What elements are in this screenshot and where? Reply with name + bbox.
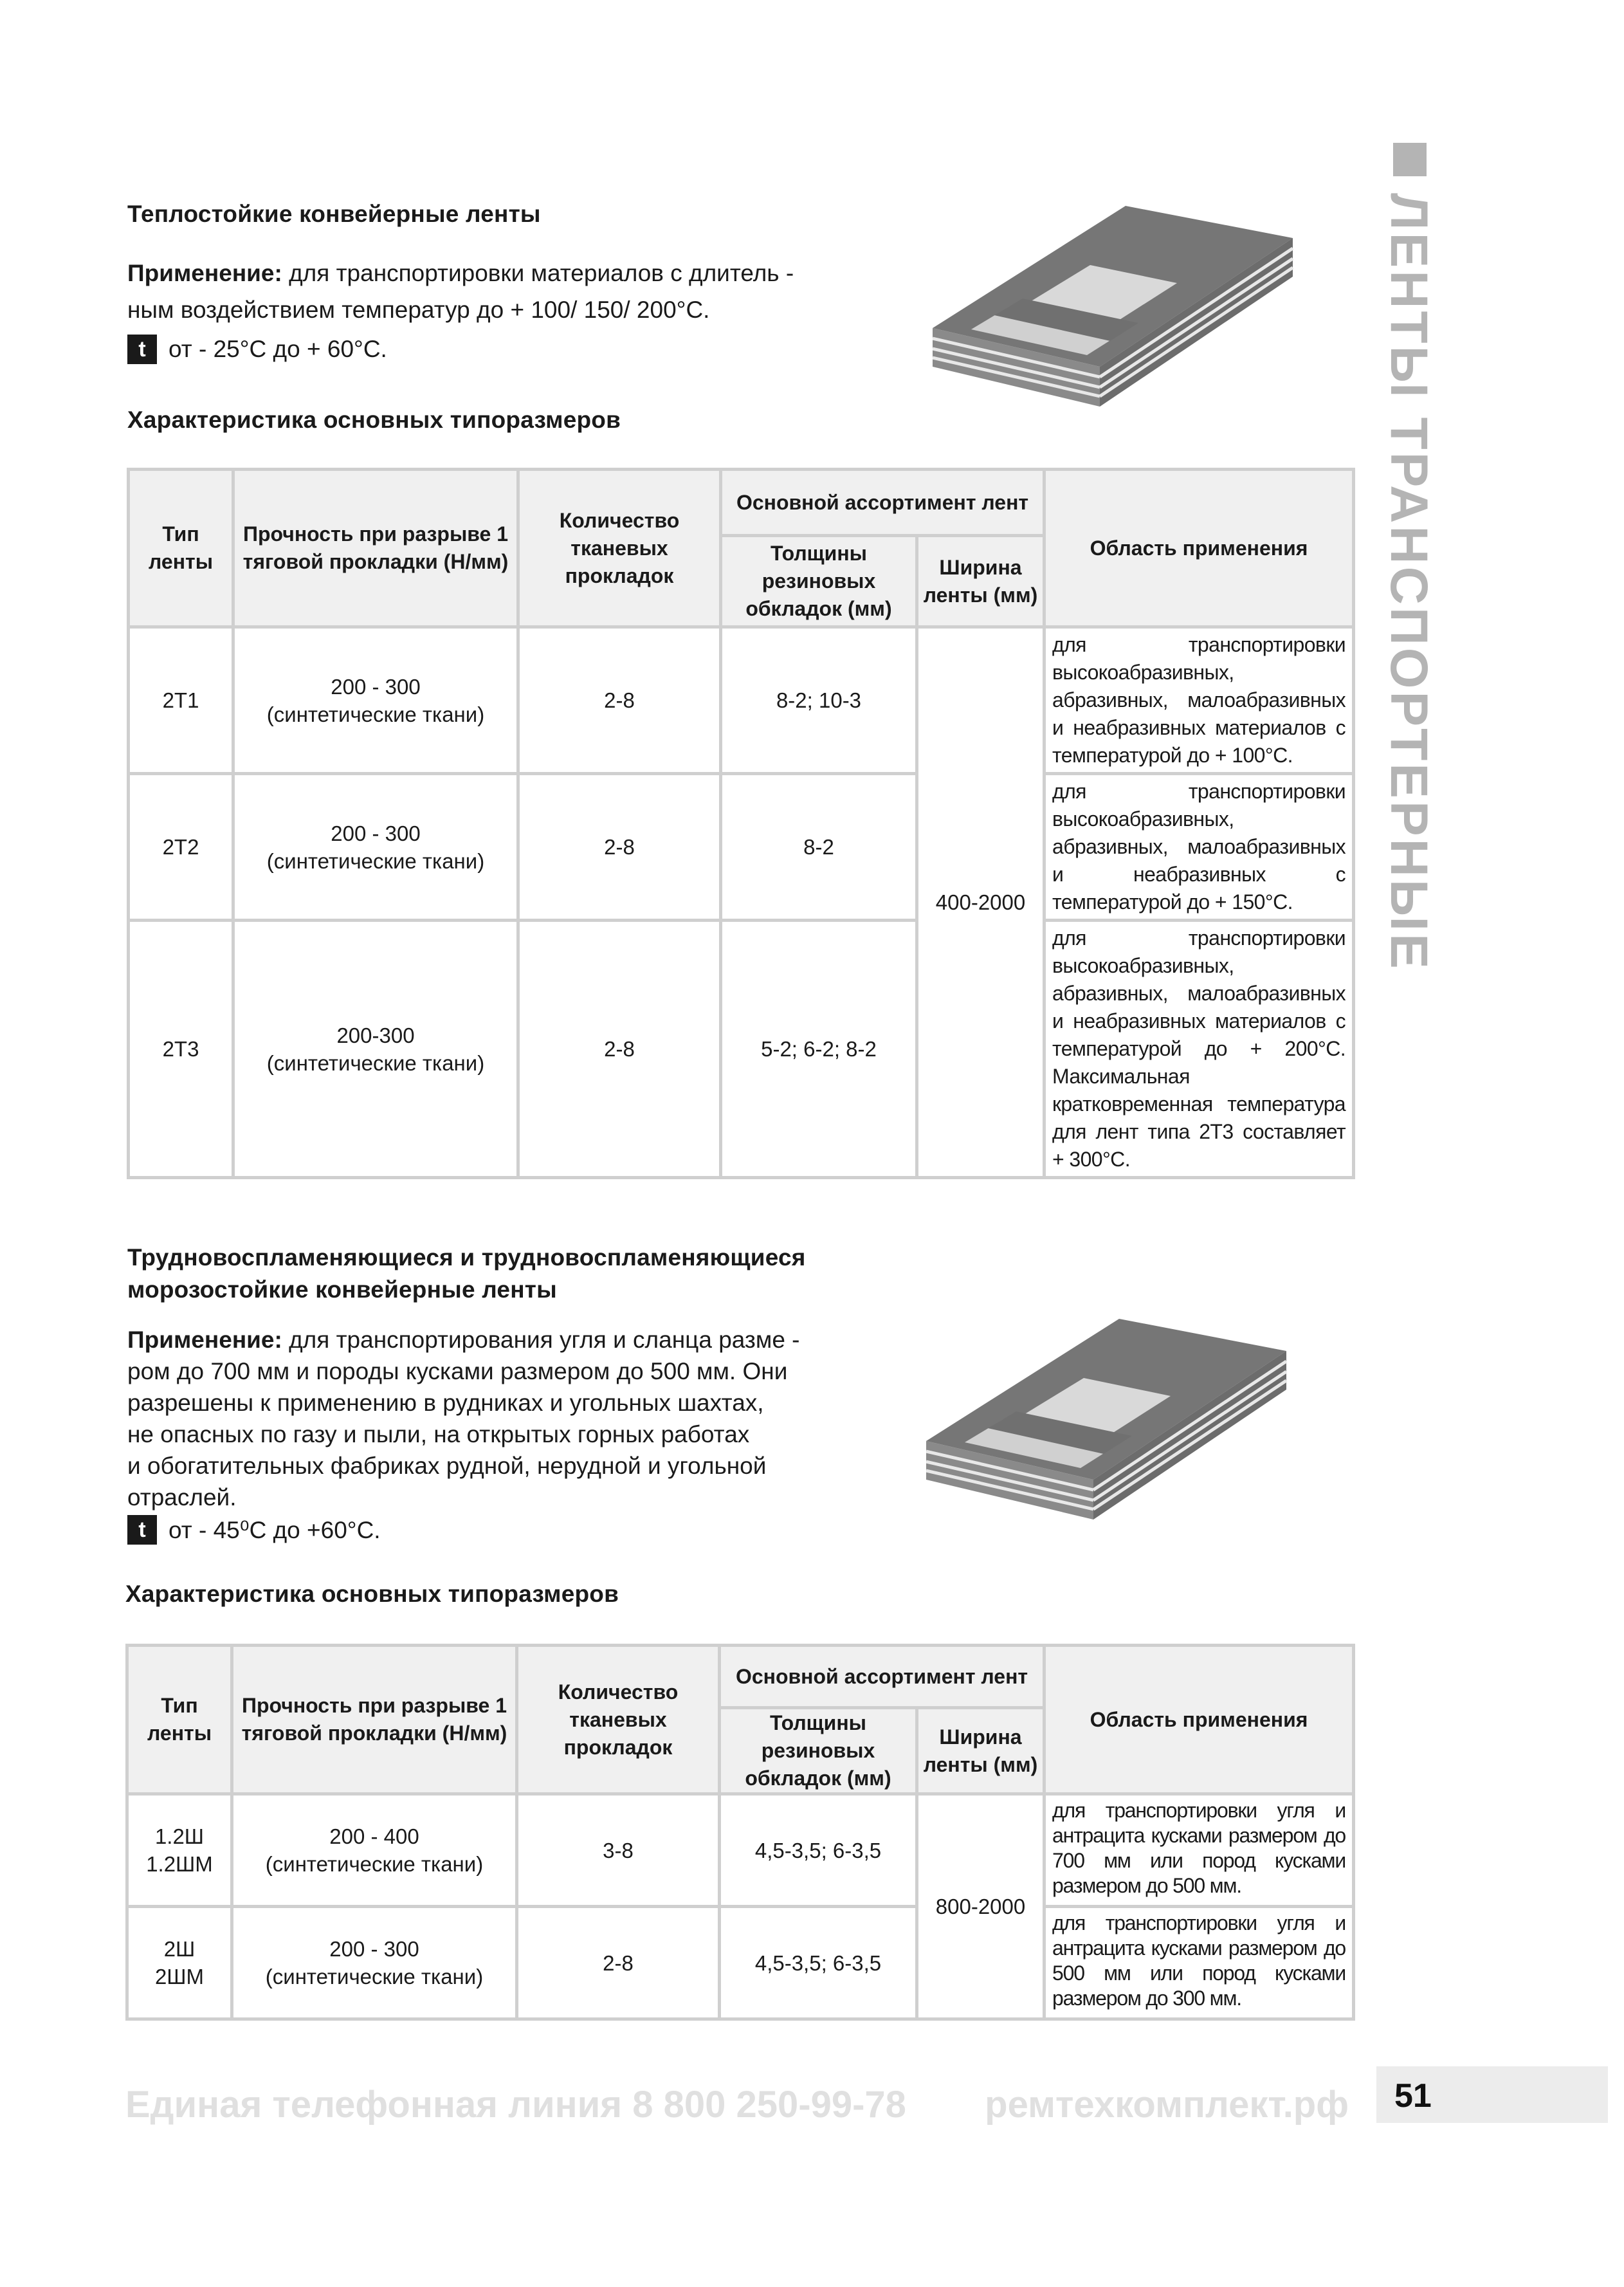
section2-temperature <box>127 1515 381 1545</box>
belt-type: 2Ш 2ШМ <box>127 1907 232 2019</box>
side-section-title: ЛЕНТЫ ТРАНСПОРТЕРНЫЕ <box>1380 193 1438 971</box>
footer-contacts <box>125 2083 1349 2126</box>
belt-width: 400-2000 <box>917 627 1045 1178</box>
belt-thickness: 4,5-3,5; 6-3,5 <box>720 1907 917 2019</box>
col-header-width: Ширина ленты (мм) <box>917 1708 1045 1794</box>
belt-strength: 200 - 300 (синтетические ткани) <box>232 1907 517 2019</box>
belt-thickness: 8-2 <box>721 774 917 921</box>
belt-thickness: 4,5-3,5; 6-3,5 <box>720 1794 917 1907</box>
application-text-line2: ным воздействием температур до + 100/ 150/ 200°С. <box>127 297 710 323</box>
belt-thickness: 8-2; 10-3 <box>721 627 917 774</box>
section1-temperature <box>127 335 387 364</box>
table-row <box>129 921 1354 1178</box>
belt-type: 2Т1 <box>129 627 233 774</box>
table-row <box>129 627 1354 774</box>
section2-table-caption: Характеристика основных типоразмеров <box>125 1581 619 1607</box>
col-header-strength: Прочность при разрыве 1 тяговой прокладки (Н/мм) <box>233 470 518 627</box>
belt-application-area: для транспортировки высокоабразивных, абразивных, малоабразивных и неабразивных материалов с температурой до + 100°С. <box>1045 627 1354 774</box>
section1-table-caption: Характеристика основных типоразмеров <box>127 407 621 433</box>
col-header-type: Тип ленты <box>127 1646 232 1794</box>
col-header-strength: Прочность при разрыве 1 тяговой прокладки (Н/мм) <box>232 1646 517 1794</box>
belt-strength: 200 - 400 (синтетические ткани) <box>232 1794 517 1907</box>
belt-application-area: для транспортировки высокоабразивных, абразивных, малоабразивных и неабразивных материалов с температурой до + 200°С. Максимальная кратковременная температура для лент типа 2Т3 составляет + 300°С. <box>1045 921 1354 1178</box>
table-row <box>129 774 1354 921</box>
section2-application: Применение: для транспортирования угля и сланца разме - ром до 700 мм и породы кусками размером до 500 мм. Они разрешены к применению в рудниках и угольных шахтах, не опасных по газу и пыли, на открытых горных работах и обогатительных фабриках рудной, нерудной и угольной отраслей. <box>127 1327 800 1511</box>
belt-type: 2Т3 <box>129 921 233 1178</box>
col-header-plies: Количество тканевых прокладок <box>517 1646 720 1794</box>
table-row <box>127 1794 1354 1907</box>
col-header-thickness: Толщины резиновых обкладок (мм) <box>720 1708 917 1794</box>
belt-application-area: для транспортировки угля и антрацита кусками размером до 700 мм или пород кусками размером до 500 мм. <box>1045 1794 1354 1907</box>
belt-plies: 2-8 <box>518 774 721 921</box>
section1-application <box>127 257 861 326</box>
col-header-area: Область применения <box>1045 470 1354 627</box>
temperature-range: от - 25°С до + 60°С. <box>169 336 387 362</box>
application-label: Применение: <box>127 260 282 286</box>
belt-application-area: для транспортировки высокоабразивных, абразивных, малоабразивных и неабразивных с температурой до + 150°С. <box>1045 774 1354 921</box>
belt-strength: 200 - 300 (синтетические ткани) <box>233 774 518 921</box>
conveyor-belt-illustration <box>926 1293 1299 1525</box>
temperature-icon: t <box>127 335 157 364</box>
footer-phone: Единая телефонная линия 8 800 250-99-78 <box>125 2084 906 2126</box>
belt-width: 800-2000 <box>917 1794 1045 2019</box>
application-text-line1: для транспортировки материалов с длитель - <box>282 260 794 286</box>
heat-resistant-belts-table <box>127 468 1355 1179</box>
temperature-range: от - 45⁰С до +60°С. <box>169 1516 381 1543</box>
footer-website-link[interactable]: ремтехкомплект.рф <box>985 2084 1349 2126</box>
belt-plies: 2-8 <box>517 1907 720 2019</box>
col-header-plies: Количество тканевых прокладок <box>518 470 721 627</box>
col-header-assortment: Основной ассортимент лент <box>720 1646 1045 1708</box>
belt-type: 2Т2 <box>129 774 233 921</box>
table-row <box>127 1907 1354 2019</box>
belt-plies: 2-8 <box>518 627 721 774</box>
col-header-assortment: Основной ассортимент лент <box>721 470 1045 536</box>
temperature-icon: t <box>127 1515 157 1545</box>
belt-plies: 3-8 <box>517 1794 720 1907</box>
side-title-marker <box>1393 143 1427 176</box>
belt-strength: 200-300 (синтетические ткани) <box>233 921 518 1178</box>
belt-type: 1.2Ш 1.2ШМ <box>127 1794 232 1907</box>
page-number: 51 <box>1394 2077 1432 2115</box>
flame-retardant-belts-table <box>125 1644 1355 2021</box>
conveyor-belt-illustration <box>933 180 1306 412</box>
col-header-width: Ширина ленты (мм) <box>917 536 1045 627</box>
section2-title: Трудновоспламеняющиеся и трудновоспламеняющиеся морозостойкие конвейерные ленты <box>127 1244 806 1303</box>
col-header-area: Область применения <box>1045 1646 1354 1794</box>
belt-strength: 200 - 300 (синтетические ткани) <box>233 627 518 774</box>
belt-plies: 2-8 <box>518 921 721 1178</box>
section1-title: Теплостойкие конвейерные ленты <box>127 201 541 227</box>
col-header-type: Тип ленты <box>129 470 233 627</box>
application-label: Применение: <box>127 1327 282 1353</box>
col-header-thickness: Толщины резиновых обкладок (мм) <box>721 536 917 627</box>
belt-application-area: для транспортировки угля и антрацита кусками размером до 500 мм или пород кусками размером до 300 мм. <box>1045 1907 1354 2019</box>
belt-thickness: 5-2; 6-2; 8-2 <box>721 921 917 1178</box>
